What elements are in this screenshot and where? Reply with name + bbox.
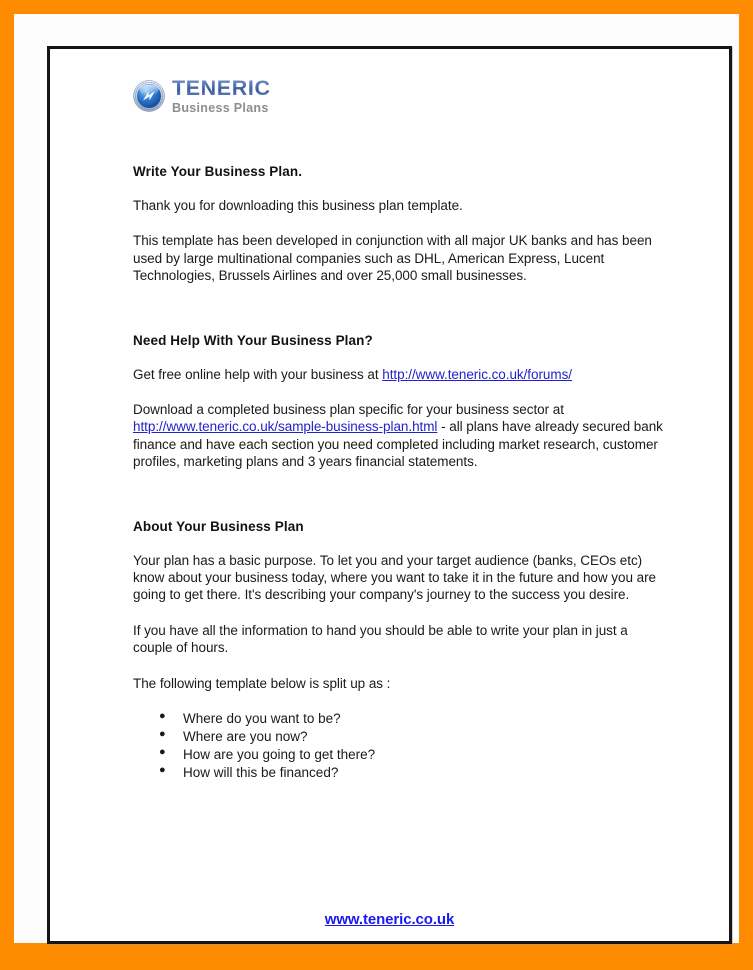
page-sheet: [14, 14, 739, 943]
paragraph-template-split-up: The following template below is split up as :: [133, 675, 391, 691]
business-plan-questions-list: [133, 710, 663, 782]
download-plan-text: Download a completed business plan specific for your business sector at: [133, 402, 564, 418]
heading-write-your-business-plan: Write Your Business Plan.: [133, 164, 303, 179]
list-item: ● How are you going to get there?: [159, 746, 663, 764]
free-help-text: Get free online help with your business at: [133, 366, 383, 382]
footer-website-link[interactable]: www.teneric.co.uk: [324, 911, 455, 928]
forums-link[interactable]: http://www.teneric.co.uk/forums/: [382, 366, 572, 382]
paragraph-thank-you: Thank you for downloading this business plan template.: [133, 198, 463, 213]
paragraph-template-developed: This template has been developed in conjunction with all major UK banks and has been used by large multinational companies such as DHL, American Express, Lucent Technologies, Brussels Airlines and over 25,000 small businesses.: [133, 233, 652, 284]
paragraph-download-completed-plan: [133, 401, 663, 471]
paragraph-basic-purpose: Your plan has a basic purpose. To let you and your target audience (banks, CEOs etc) know about your business today, where you want to take it in the future and how you are going to get there. It's describing your company's journey to the success you desire.: [133, 552, 656, 603]
teneric-lightning-emblem-icon: [133, 80, 165, 112]
logo-wordmark: [172, 75, 271, 115]
document-content: [133, 74, 663, 782]
list-item: ● Where do you want to be?: [159, 710, 663, 728]
footer: [50, 911, 729, 929]
paragraph-free-online-help: [133, 366, 663, 383]
section-gap: [133, 489, 663, 519]
logo-title: TENERIC: [172, 75, 271, 100]
heading-about-your-business-plan: About Your Business Plan: [133, 518, 304, 534]
document-frame: [47, 46, 732, 944]
heading-need-help: Need Help With Your Business Plan?: [133, 332, 373, 348]
logo-subtitle: Business Plans: [172, 101, 269, 115]
teneric-logo: [133, 74, 663, 118]
paragraph-information-to-hand: If you have all the information to hand you should be able to write your plan in just a couple of hours.: [133, 622, 628, 656]
section-gap: [133, 303, 663, 333]
list-item: ● Where are you now?: [159, 728, 663, 746]
download-plan-text-continued: - all plans have already secured bank finance and have each section you need completed including market research, customer profiles, marketing plans and 3 years financial statements.: [133, 419, 663, 470]
list-item: ● How will this be financed?: [159, 764, 663, 782]
sample-business-plan-link[interactable]: http://www.teneric.co.uk/sample-business-plan.html: [133, 419, 438, 435]
